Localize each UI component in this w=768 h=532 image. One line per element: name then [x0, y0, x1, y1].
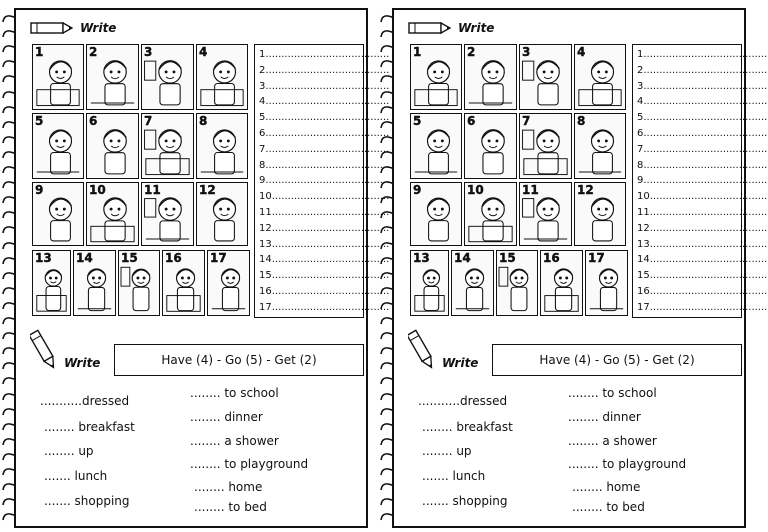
- phrase-right[interactable]: ........ a shower: [190, 434, 279, 448]
- picture-cell: [32, 182, 84, 246]
- write-heading-2: [30, 328, 100, 374]
- answer-line[interactable]: 17.....................................: [637, 301, 768, 313]
- picture-cell: [141, 113, 194, 179]
- picture-cell: [464, 113, 517, 179]
- answer-line[interactable]: 7.......................................: [259, 143, 390, 155]
- picture-number: 15: [499, 251, 516, 265]
- picture-number: 13: [413, 251, 430, 265]
- picture-number: 15: [121, 251, 138, 265]
- picture-number: 4: [577, 45, 586, 59]
- picture-cell: [410, 250, 449, 316]
- picture-number: 17: [588, 251, 605, 265]
- worksheet-page: [392, 8, 768, 528]
- picture-cell: [196, 44, 248, 110]
- picture-cell: [162, 250, 205, 316]
- picture-cell: [32, 113, 84, 179]
- write-label: Write: [442, 356, 479, 370]
- picture-cell: [141, 182, 194, 246]
- phrase-left[interactable]: ........ breakfast: [422, 420, 513, 434]
- picture-number: 6: [467, 114, 476, 128]
- picture-number: 14: [454, 251, 471, 265]
- phrase-right[interactable]: ........ to bed: [572, 500, 645, 514]
- answer-line[interactable]: 13.....................................: [637, 238, 768, 250]
- pencil-icon: [30, 21, 74, 35]
- phrase-left[interactable]: ....... shopping: [422, 494, 508, 508]
- picture-number: 9: [35, 183, 44, 197]
- picture-number: 1: [35, 45, 44, 59]
- answer-line[interactable]: 7.......................................: [637, 143, 768, 155]
- pencil-icon: [408, 21, 452, 35]
- picture-number: 12: [199, 183, 216, 197]
- answer-line[interactable]: 8.......................................: [637, 159, 768, 171]
- answer-line[interactable]: 8.......................................: [259, 159, 390, 171]
- picture-number: 5: [413, 114, 422, 128]
- phrase-left[interactable]: ........ breakfast: [44, 420, 135, 434]
- picture-number: 16: [543, 251, 560, 265]
- picture-number: 6: [89, 114, 98, 128]
- answer-line[interactable]: 17.....................................: [259, 301, 390, 313]
- phrase-right[interactable]: ........ dinner: [190, 410, 263, 424]
- phrase-right[interactable]: ........ home: [572, 480, 641, 494]
- write-heading: Write: [458, 21, 495, 35]
- picture-number: 12: [577, 183, 594, 197]
- picture-number: 7: [144, 114, 153, 128]
- picture-number: 5: [35, 114, 44, 128]
- phrase-right[interactable]: ........ dinner: [568, 410, 641, 424]
- picture-cell: [32, 250, 71, 316]
- phrase-left[interactable]: ...........dressed: [40, 394, 130, 408]
- write-label: Write: [64, 356, 101, 370]
- picture-cell: [540, 250, 583, 316]
- answer-line[interactable]: 9.......................................: [259, 175, 390, 187]
- picture-number: 2: [89, 45, 98, 59]
- answer-line[interactable]: 3.......................................: [637, 80, 768, 92]
- answer-line[interactable]: 12.....................................: [637, 222, 768, 234]
- picture-cell: [410, 44, 462, 110]
- picture-cell: [451, 250, 494, 316]
- worksheet-page: [14, 8, 390, 528]
- verbs-box: Have (4) - Go (5) - Get (2): [114, 344, 364, 376]
- picture-number: 11: [144, 183, 161, 197]
- picture-cell: [585, 250, 628, 316]
- pencil-icon: [408, 328, 436, 374]
- picture-cell: [196, 182, 248, 246]
- picture-cell: [464, 182, 517, 246]
- picture-cell: [196, 113, 248, 179]
- picture-cell: [496, 250, 538, 316]
- answer-line[interactable]: 1.......................................: [637, 49, 768, 60]
- picture-cell: [519, 113, 572, 179]
- picture-number: 17: [210, 251, 227, 265]
- picture-cell: [574, 182, 626, 246]
- phrase-right[interactable]: ........ to playground: [568, 457, 687, 471]
- answer-line[interactable]: 14.....................................: [637, 254, 768, 266]
- picture-cell: [86, 182, 139, 246]
- picture-cell: [410, 182, 462, 246]
- answer-line[interactable]: 15.....................................: [637, 270, 768, 282]
- phrase-left[interactable]: ....... lunch: [422, 469, 486, 483]
- phrase-right[interactable]: ........ to school: [568, 386, 657, 400]
- picture-cell: [519, 182, 572, 246]
- picture-number: 3: [522, 45, 531, 59]
- picture-number: 9: [413, 183, 422, 197]
- picture-number: 4: [199, 45, 208, 59]
- page-header: [30, 18, 116, 38]
- picture-number: 16: [165, 251, 182, 265]
- answer-list: [254, 44, 390, 318]
- picture-cell: [118, 250, 160, 316]
- answer-line[interactable]: 5.......................................: [637, 112, 768, 124]
- picture-number: 7: [522, 114, 531, 128]
- answer-line[interactable]: 10.....................................: [259, 191, 390, 203]
- phrase-right[interactable]: ........ a shower: [568, 434, 657, 448]
- picture-cell: [410, 113, 462, 179]
- picture-cell: [574, 113, 626, 179]
- picture-cell: [86, 113, 139, 179]
- answer-line[interactable]: 9.......................................: [637, 175, 768, 187]
- answer-line[interactable]: 6.......................................: [637, 128, 768, 139]
- picture-number: 11: [522, 183, 539, 197]
- picture-number: 1: [413, 45, 422, 59]
- phrase-left[interactable]: ....... lunch: [44, 469, 108, 483]
- picture-number: 2: [467, 45, 476, 59]
- picture-cell: [86, 44, 139, 110]
- picture-cell: [519, 44, 572, 110]
- answer-line[interactable]: 2.......................................: [259, 64, 390, 76]
- picture-cell: [32, 44, 84, 110]
- answer-line[interactable]: 10.....................................: [637, 191, 768, 203]
- pencil-icon: [30, 328, 58, 374]
- answer-line[interactable]: 12.....................................: [259, 222, 390, 234]
- picture-cell: [141, 44, 194, 110]
- picture-number: 10: [89, 183, 106, 197]
- phrase-right[interactable]: ........ to school: [190, 386, 279, 400]
- answer-line[interactable]: 2.......................................: [637, 64, 768, 76]
- phrase-left[interactable]: ........ up: [44, 444, 94, 458]
- picture-number: 8: [199, 114, 208, 128]
- answer-line[interactable]: 6.......................................: [259, 128, 390, 139]
- phrase-left[interactable]: ........ up: [422, 444, 472, 458]
- page-header: [408, 18, 494, 38]
- answer-line[interactable]: 13.....................................: [259, 238, 390, 250]
- phrase-right[interactable]: ........ to bed: [194, 500, 267, 514]
- picture-number: 14: [76, 251, 93, 265]
- answer-line[interactable]: 5.......................................: [259, 112, 390, 124]
- phrase-right[interactable]: ........ to playground: [190, 457, 309, 471]
- picture-cell: [574, 44, 626, 110]
- answer-line[interactable]: 4.......................................: [637, 96, 768, 108]
- picture-number: 13: [35, 251, 52, 265]
- answer-line[interactable]: 14.....................................: [259, 254, 390, 266]
- picture-number: 10: [467, 183, 484, 197]
- write-heading: Write: [80, 21, 117, 35]
- answer-line[interactable]: 15.....................................: [259, 270, 390, 282]
- phrase-right[interactable]: ........ home: [194, 480, 263, 494]
- picture-cell: [464, 44, 517, 110]
- answer-line[interactable]: 4.......................................: [259, 96, 390, 108]
- answer-line[interactable]: 16.....................................: [637, 286, 768, 297]
- picture-number: 8: [577, 114, 586, 128]
- verbs-box: Have (4) - Go (5) - Get (2): [492, 344, 742, 376]
- phrase-left[interactable]: ....... shopping: [44, 494, 130, 508]
- answer-line[interactable]: 11.....................................: [637, 207, 768, 218]
- picture-cell: [73, 250, 116, 316]
- write-heading-2: [408, 328, 478, 374]
- picture-number: 3: [144, 45, 153, 59]
- picture-cell: [207, 250, 250, 316]
- answer-line[interactable]: 11.....................................: [259, 207, 390, 218]
- answer-line[interactable]: 1.......................................: [259, 49, 390, 60]
- answer-list: [632, 44, 768, 318]
- answer-line[interactable]: 3.......................................: [259, 80, 390, 92]
- phrase-left[interactable]: ...........dressed: [418, 394, 508, 408]
- answer-line[interactable]: 16.....................................: [259, 286, 390, 297]
